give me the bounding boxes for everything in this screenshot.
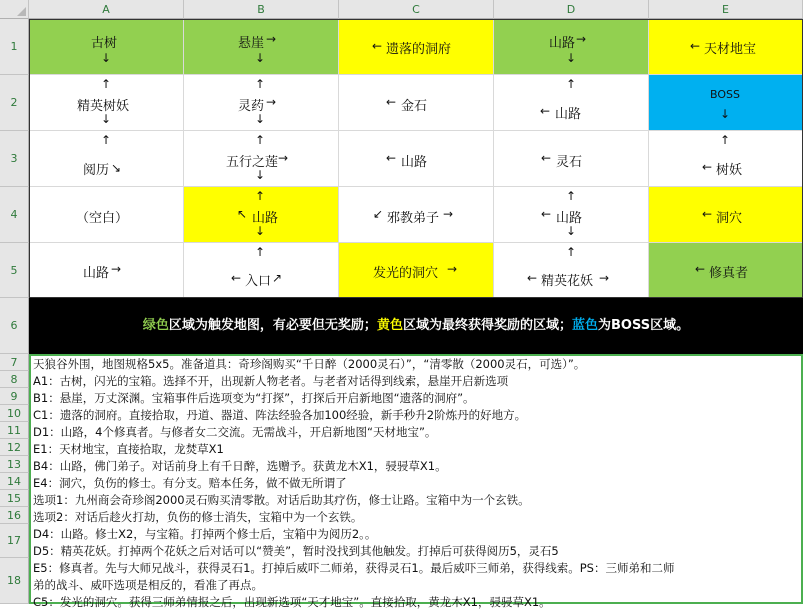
- arrow-left-icon: ←: [231, 271, 242, 285]
- arrow-up-icon: ↑: [566, 77, 577, 91]
- row-header-2[interactable]: 2: [0, 75, 29, 131]
- cell-b2-label: 灵药: [238, 99, 265, 114]
- arrow-left-icon: ←: [695, 262, 706, 276]
- note-line: 天狼谷外围，地图规格5x5。准备道具：奇珍阁购买“千日醉（2000灵石）”，“清零散（2000灵石，可选）”。: [33, 357, 586, 371]
- cell-d4-label: 山路: [556, 211, 583, 226]
- cell-e2-label: BOSS: [710, 88, 740, 101]
- row-header-17[interactable]: 17: [0, 524, 29, 558]
- row-header-6[interactable]: 6: [0, 298, 29, 354]
- arrow-right-icon: →: [266, 95, 277, 109]
- cell-c4[interactable]: [339, 187, 494, 243]
- arrow-left-icon: ←: [690, 39, 701, 53]
- cell-d5-label: 精英花妖: [541, 274, 594, 289]
- legend-yellow-word: 黄色: [376, 318, 403, 333]
- note-line: E4：洞穴，负伤的修士。有分支。赔本任务，做不做无所谓了: [33, 476, 347, 490]
- cell-a2[interactable]: [29, 75, 184, 131]
- cell-d4[interactable]: [494, 187, 649, 243]
- legend-green-word: 绿色: [142, 318, 169, 333]
- cell-e4-label: 洞穴: [716, 211, 743, 226]
- arrow-down-icon: ↓: [101, 112, 112, 126]
- cell-d2[interactable]: [494, 75, 649, 131]
- cell-e1[interactable]: [649, 19, 803, 75]
- arrow-down-icon: ↓: [255, 224, 266, 238]
- cell-b4[interactable]: [184, 187, 339, 243]
- arrow-up-icon: ↑: [566, 189, 577, 203]
- row-header-14[interactable]: 14: [0, 473, 29, 490]
- column-header-b[interactable]: B: [184, 0, 339, 19]
- arrow-left-icon: ←: [386, 151, 397, 165]
- arrow-down-right-icon: ↘: [111, 161, 122, 175]
- arrow-down-icon: ↓: [255, 112, 266, 126]
- cell-e5-label: 修真者: [709, 266, 749, 281]
- cell-c3-label: 山路: [401, 155, 428, 170]
- arrow-up-right-icon: ↗: [272, 271, 283, 285]
- arrow-left-icon: ←: [702, 160, 713, 174]
- cell-d1[interactable]: [494, 19, 649, 75]
- column-header-d[interactable]: D: [494, 0, 649, 19]
- cell-b5-entrance[interactable]: [184, 243, 339, 298]
- cell-b1-label: 悬崖: [238, 36, 265, 51]
- arrow-right-icon: →: [266, 32, 277, 46]
- arrow-up-icon: ↑: [101, 77, 112, 91]
- note-line: 弟的战斗、威吓选项是相反的，看准了再点。: [33, 578, 263, 592]
- column-header-a[interactable]: A: [29, 0, 184, 19]
- arrow-down-icon: ↓: [566, 51, 577, 65]
- cell-b2[interactable]: [184, 75, 339, 131]
- note-line: D5：精英花妖。打掉两个花妖之后对话可以“赞美”，暂时没找到其他触发。打掉后可获得阅历5，灵石5: [33, 544, 559, 558]
- arrow-up-icon: ↑: [255, 189, 266, 203]
- arrow-down-left-icon: ↙: [373, 207, 384, 221]
- arrow-up-icon: ↑: [101, 133, 112, 147]
- arrow-up-icon: ↑: [566, 245, 577, 259]
- note-line: A1：古树，闪光的宝箱。选择不开，出现新人物老者。与老者对话得到线索，悬崖开启新选项: [33, 374, 509, 388]
- arrow-right-icon: →: [447, 262, 458, 276]
- cell-c5[interactable]: [339, 243, 494, 298]
- legend-text-2: 区域为最终获得奖励的区域；: [402, 318, 572, 333]
- cell-c2-label: 金石: [401, 99, 428, 114]
- arrow-left-icon: ←: [527, 271, 538, 285]
- cell-a2-label: 精英树妖: [77, 99, 130, 114]
- arrow-left-icon: ←: [541, 151, 552, 165]
- arrow-down-icon: ↓: [566, 224, 577, 238]
- row-header-13[interactable]: 13: [0, 456, 29, 473]
- cell-d5[interactable]: [494, 243, 649, 298]
- cell-e4[interactable]: [649, 187, 803, 243]
- note-line: E1：天材地宝，直接拾取，龙焚草X1: [33, 442, 224, 456]
- column-header-e[interactable]: E: [649, 0, 803, 19]
- cell-b3[interactable]: [184, 131, 339, 187]
- note-line: B1：悬崖，万丈深渊。宝箱事件后选项变为“打探”，打探后开启新地图“遗落的洞府”。: [33, 391, 475, 405]
- cell-c3[interactable]: [339, 131, 494, 187]
- cell-c4-label: 邪教弟子: [387, 211, 440, 226]
- arrow-down-icon: ↓: [101, 51, 112, 65]
- note-line: 选项1：九州商会奇珍阁2000灵石购买清零散。对话后助其疗伤，修士让路。宝箱中为一个玄铁。: [33, 493, 530, 507]
- arrow-up-icon: ↑: [255, 245, 266, 259]
- arrow-left-icon: ←: [702, 207, 713, 221]
- cell-a1[interactable]: [29, 19, 184, 75]
- arrow-up-icon: ↑: [255, 77, 266, 91]
- row-header-5[interactable]: 5: [0, 243, 29, 298]
- cell-a5-label: 山路: [83, 266, 110, 281]
- cell-b3-label: 五行之莲: [226, 155, 279, 170]
- legend-banner[interactable]: [29, 298, 803, 354]
- row-header-15[interactable]: 15: [0, 490, 29, 507]
- row-header-9[interactable]: 9: [0, 388, 29, 405]
- row-header-11[interactable]: 11: [0, 422, 29, 439]
- legend-text-3: 为BOSS区域。: [597, 318, 690, 333]
- cell-a3[interactable]: [29, 131, 184, 187]
- arrow-down-icon: ↓: [255, 51, 266, 65]
- note-line: D4：山路。修士X2，与宝箱。打掉两个修士后，宝箱中为阅历2。。: [33, 527, 377, 541]
- cell-d3-label: 灵石: [556, 155, 583, 170]
- row-header-10[interactable]: 10: [0, 405, 29, 422]
- arrow-up-left-icon: ↖: [237, 207, 248, 221]
- cell-c1-label: 遗落的洞府: [386, 42, 452, 57]
- arrow-right-icon: →: [443, 207, 454, 221]
- note-line: C5：发光的洞穴。获得三师弟情报之后，出现新选项“天才地宝”。直接拾取，黄龙木X1，骎骎草X1。: [33, 595, 551, 609]
- arrow-down-icon: ↓: [720, 107, 731, 121]
- cell-c1[interactable]: [339, 19, 494, 75]
- legend-text-1: 区域为触发地图，有必要但无奖励；: [168, 318, 377, 333]
- note-line: B4：山路，佛门弟子。对话前身上有千日醉，选赠予。获黄龙木X1，骎骎草X1。: [33, 459, 447, 473]
- row-header-7[interactable]: 7: [0, 354, 29, 371]
- cell-e5[interactable]: [649, 243, 803, 298]
- row-header-4[interactable]: 4: [0, 187, 29, 243]
- legend-blue-word: 蓝色: [571, 318, 598, 333]
- cell-d3[interactable]: [494, 131, 649, 187]
- row-header-1[interactable]: 1: [0, 19, 29, 75]
- cell-b5-label: 入口: [245, 274, 272, 289]
- cell-e1-label: 天材地宝: [704, 42, 757, 57]
- select-all-corner[interactable]: [0, 0, 29, 19]
- cell-e2-boss[interactable]: [649, 75, 803, 131]
- cell-a4[interactable]: [29, 187, 184, 243]
- note-line: C1：遗落的洞府。直接拾取，丹道、器道、阵法经验各加100经验，新手秒升2阶炼丹的好地方。: [33, 408, 527, 422]
- row-header-16[interactable]: 16: [0, 507, 29, 524]
- arrow-right-icon: →: [111, 262, 122, 276]
- cell-a1-label: 古树: [91, 36, 118, 51]
- row-header-8[interactable]: 8: [0, 371, 29, 388]
- note-line: D1：山路，4个修真者。与修者女二交流。无需战斗，开启新地图“天材地宝”。: [33, 425, 437, 439]
- row-header-18[interactable]: 18: [0, 558, 29, 604]
- cell-c5-label: 发光的洞穴: [373, 266, 439, 281]
- arrow-up-icon: ↑: [720, 133, 731, 147]
- arrow-right-icon: →: [278, 151, 289, 165]
- arrow-left-icon: ←: [372, 39, 383, 53]
- arrow-right-icon: →: [576, 32, 587, 46]
- cell-a5[interactable]: [29, 243, 184, 298]
- cell-d2-label: 山路: [555, 107, 582, 122]
- note-line: 选项2：对话后趁火打劫，负伤的修士消失，宝箱中为一个玄铁。: [33, 510, 363, 524]
- arrow-down-icon: ↓: [255, 168, 266, 182]
- cell-e3-label: 树妖: [716, 163, 743, 178]
- arrow-left-icon: ←: [386, 95, 397, 109]
- cell-e3[interactable]: [649, 131, 803, 187]
- cell-a3-label: 阅历: [83, 163, 110, 178]
- cell-c2[interactable]: [339, 75, 494, 131]
- arrow-up-icon: ↑: [255, 133, 266, 147]
- arrow-left-icon: ←: [541, 207, 552, 221]
- row-header-3[interactable]: 3: [0, 131, 29, 187]
- row-header-12[interactable]: 12: [0, 439, 29, 456]
- cell-a4-label: （空白）: [76, 211, 129, 226]
- cell-d1-label: 山路: [549, 36, 576, 51]
- notes-cell[interactable]: [29, 354, 803, 609]
- arrow-left-icon: ←: [540, 104, 551, 118]
- arrow-right-icon: →: [599, 271, 610, 285]
- cell-b4-label: 山路: [252, 211, 279, 226]
- cell-b1[interactable]: [184, 19, 339, 75]
- column-header-c[interactable]: C: [339, 0, 494, 19]
- note-line: E5：修真者。先与大师兄战斗，获得灵石1。打掉后威吓二师弟，获得灵石1。最后威吓三师弟，获得线索。PS：三师弟和二师: [33, 561, 675, 575]
